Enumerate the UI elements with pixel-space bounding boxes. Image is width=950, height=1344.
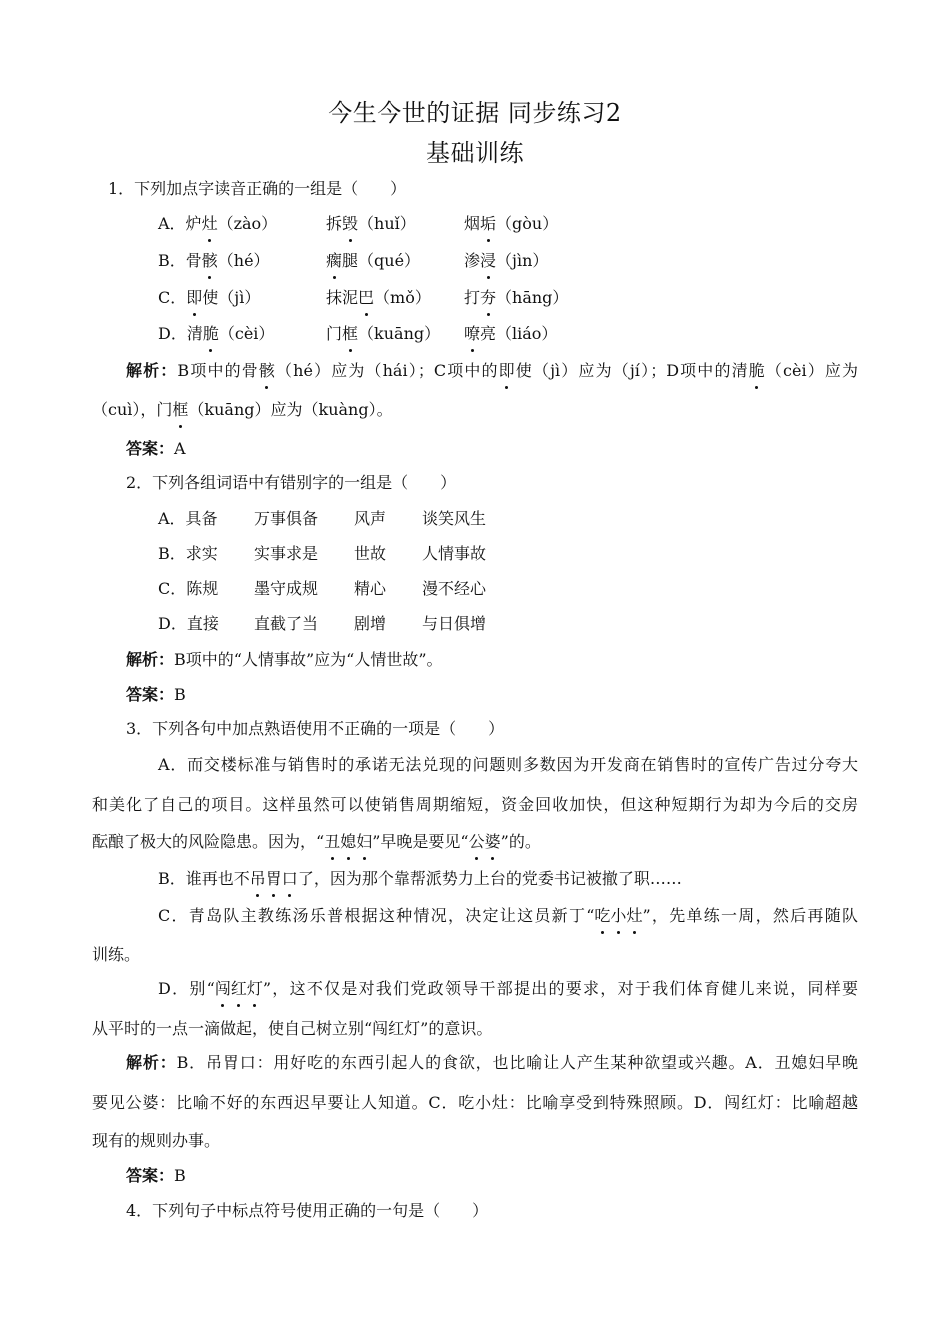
emphasis-dot: 灶 [201,214,218,233]
document-title: 今生今世的证据 同步练习2 [328,99,622,127]
q3-option-d-line2: 从平时的一点一滴做起，使自己树立别“闯红灯”的意识。 [92,1019,493,1038]
q1-option-a-1: A．炉灶（zào） [158,214,278,233]
q2-c-1: C．陈规 [158,579,219,598]
q1-option-b-3: 渗浸（jìn） [464,251,549,270]
emphasis-dot: 浸 [480,251,497,270]
q1-option-c-2: 抹泥巴（mǒ） [326,288,431,307]
q1-option-a-2: 拆毁（huǐ） [326,214,416,233]
emphasis-dot: 夯 [480,288,497,307]
q2-c-4: 漫不经心 [422,579,487,598]
q3-option-a-line2: 和美化了自己的项目。这样虽然可以使销售周期缩短，资金回收加快，但这种短期行为却为今后的交房 [92,795,858,814]
q3-option-d-line1: D．别“闯红灯”，这不仅是对我们党政领导干部提出的要求，对于我们体育健儿来说，同样要 [158,979,858,998]
q2-d-2: 直截了当 [254,614,319,633]
q2-b-4: 人情事故 [422,544,487,563]
q2-a-1: A．具备 [158,509,218,528]
q3-analysis-line1: 解析：B．吊胃口：用好吃的东西引起人的食欲，也比喻让人产生某种欲望或兴趣。A．丑媳妇早晚 [126,1053,858,1072]
emphasis-dot: 即 [186,288,203,307]
q3-option-a-line3: 酝酿了极大的风险隐患。因为，“丑媳妇”早晚是要见“公婆”的。 [92,832,541,851]
q2-b-1: B．求实 [158,544,218,563]
q1-analysis-line2: （cuì），门框（kuāng）应为（kuàng）。 [92,400,393,419]
q3-option-c-line1: C．青岛队主教练汤乐普根据这种情况，决定让这员新丁“吃小灶”，先单练一周，然后再随队 [158,906,858,925]
emphasis-dot: 垢 [480,214,497,233]
q2-a-4: 谈笑风生 [422,509,487,528]
emphasis-dot: 框 [342,324,359,343]
q3-option-c-line2: 训练。 [92,945,141,964]
q2-c-3: 精心 [354,579,387,598]
q2-a-3: 风声 [354,509,387,528]
q2-a-2: 万事俱备 [254,509,319,528]
q1-analysis-line1: 解析：B项中的骨骸（hé）应为（hái）；C项中的即使（jì）应为（jí）；D项中的清脆（cèi）应为 [126,361,858,380]
q2-d-3: 剧增 [354,614,387,633]
q3-analysis-line2: 要见公婆：比喻不好的东西迟早要让人知道。C．吃小灶：比喻享受到特殊照顾。D．闯红灯：比喻超越 [92,1093,858,1112]
q1-option-a-3: 烟垢（gòu） [464,214,559,233]
q3-option-a-line1: A．而交楼标准与销售时的承诺无法兑现的问题则多数因为开发商在销售时的宣传广告过分夸大 [158,755,858,774]
q3-answer: 答案：B [126,1166,186,1185]
q2-b-2: 实事求是 [254,544,319,563]
q2-answer: 答案：B [126,685,186,704]
emphasis-dot: 毁 [342,214,359,233]
q2-c-2: 墨守成规 [254,579,319,598]
emphasis-dot: 脆 [202,324,219,343]
q3-stem: 3．下列各句中加点熟语使用不正确的一项是（ ） [126,719,505,738]
q3-analysis-line3: 现有的规则办事。 [92,1131,221,1150]
section-heading: 基础训练 [426,139,524,167]
emphasis-dot: 巴 [358,288,375,307]
q1-option-d-2: 门框（kuāng） [326,324,441,343]
q3-option-b: B．谁再也不吊胃口了，因为那个靠帮派势力上台的党委书记被撤了职…… [158,869,682,888]
emphasis-dot: 嘹 [464,324,481,343]
q4-stem: 4．下列句子中标点符号使用正确的一句是（ ） [126,1201,489,1220]
q1-option-b-1: B．骨骸（hé） [158,251,270,270]
q2-analysis: 解析：B项中的“人情事故”应为“人情世故”。 [126,650,443,669]
q1-option-c-1: C．即使（jì） [158,288,261,307]
q1-answer: 答案：A [126,439,186,458]
q2-d-4: 与日俱增 [422,614,487,633]
q1-option-c-3: 打夯（hāng） [464,288,569,307]
q1-option-d-1: D．清脆（cèi） [158,324,275,343]
q2-d-1: D．直接 [158,614,219,633]
emphasis-dot: 瘸 [326,251,343,270]
q1-option-b-2: 瘸腿（qué） [326,251,421,270]
q1-option-d-3: 嘹亮（liáo） [464,324,558,343]
q1-stem: 1．下列加点字读音正确的一组是（ ） [108,179,407,198]
emphasis-dot: 骸 [201,251,218,270]
q2-stem: 2．下列各组词语中有错别字的一组是（ ） [126,473,457,492]
q2-b-3: 世故 [354,544,387,563]
